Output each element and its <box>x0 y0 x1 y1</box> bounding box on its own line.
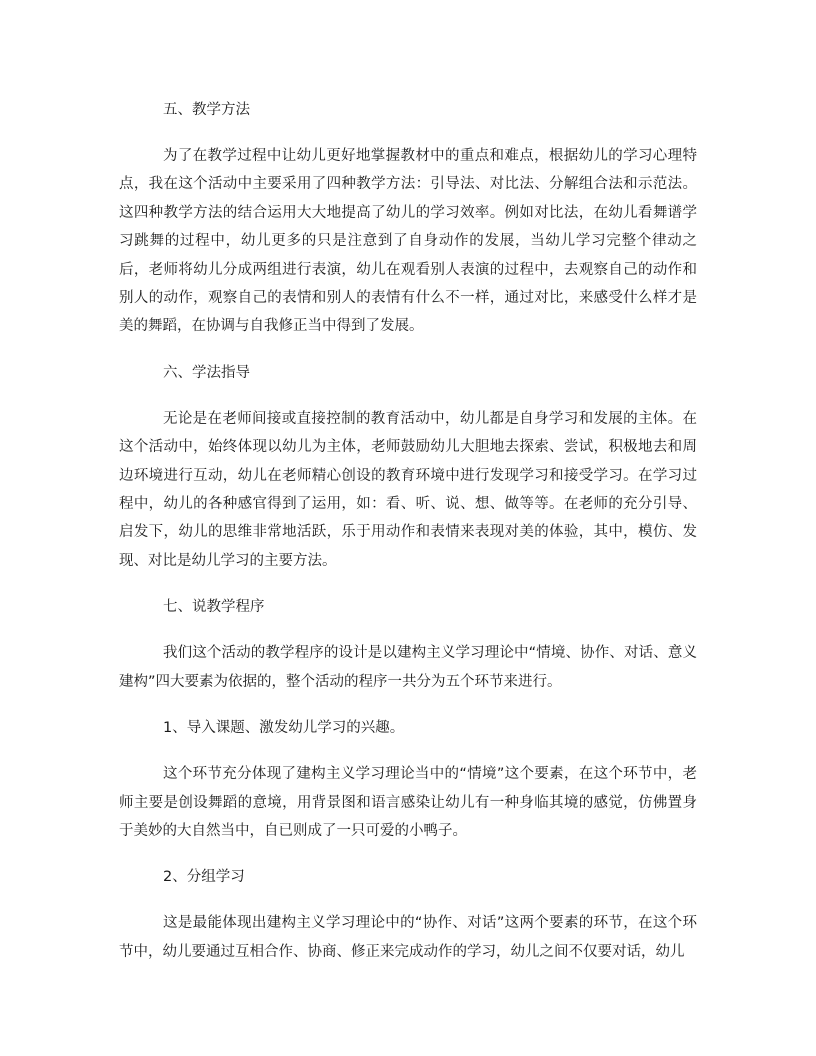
paragraph-learning-guidance: 无论是在老师间接或直接控制的教育活动中，幼儿都是自身学习和发展的主体。在这个活动中，始终体现以幼儿为主体，老师鼓励幼儿大胆地去探索、尝试，积极地去和周边环境进行互动，幼儿在老师精心创设的教育环境中进行发现学习和接受学习。在学习过程中，幼儿的各种感官得到了运用，如：看、听、说、想、做等等。在老师的充分引导、启发下，幼儿的思维非常地活跃，乐于用动作和表情来表现对美的体验，其中，模仿、发现、对比是幼儿学习的主要方法。 <box>119 410 697 569</box>
paragraph-teaching-procedure: 我们这个活动的教学程序的设计是以建构主义学习理论中“情境、协作、对话、意义建构”四大要素为依据的，整个活动的程序一共分为五个环节来进行。 <box>119 645 697 690</box>
subheading-step-1: 1、导入课题、激发幼儿学习的兴趣。 <box>163 720 405 737</box>
subheading-step-2: 2、分组学习 <box>163 869 245 886</box>
section-heading-teaching-methods: 五、教学方法 <box>163 102 250 118</box>
section-heading-teaching-procedure: 七、说教学程序 <box>163 599 265 616</box>
paragraph-teaching-methods: 为了在教学过程中让幼儿更好地掌握教材中的重点和难点，根据幼儿的学习心理特点，我在这个活动中主要采用了四种教学方法：引导法、对比法、分解组合法和示范法。这四种教学方法的结合运用大大地提高了幼儿的学习效率。例如对比法，在幼儿看舞谱学习跳舞的过程中，幼儿更多的只是注意到了自身动作的发展，当幼儿学习完整个律动之后，老师将幼儿分成两组进行表演，幼儿在观看别人表演的过程中，去观察自己的动作和别人的动作，观察自己的表情和别人的表情有什么不一样，通过对比，来感受什么样才是美的舞蹈，在协调与自我修正当中得到了发展。 <box>119 148 697 335</box>
section-heading-learning-guidance: 六、学法指导 <box>163 364 250 381</box>
paragraph-step-1: 这个环节充分体现了建构主义学习理论当中的“情境”这个要素，在这个环节中，老师主要是创设舞蹈的意境，用背景图和语言感染让幼儿有一种身临其境的感觉，仿佛置身于美妙的大自然当中，自已则成了一只可爱的小鸭子。 <box>119 766 697 839</box>
paragraph-step-2: 这是最能体现出建构主义学习理论中的“协作、对话”这两个要素的环节，在这个环节中，幼儿要通过互相合作、协商、修正来完成动作的学习，幼儿之间不仅要对话，幼儿 <box>119 915 697 960</box>
document-body <box>119 96 697 984</box>
